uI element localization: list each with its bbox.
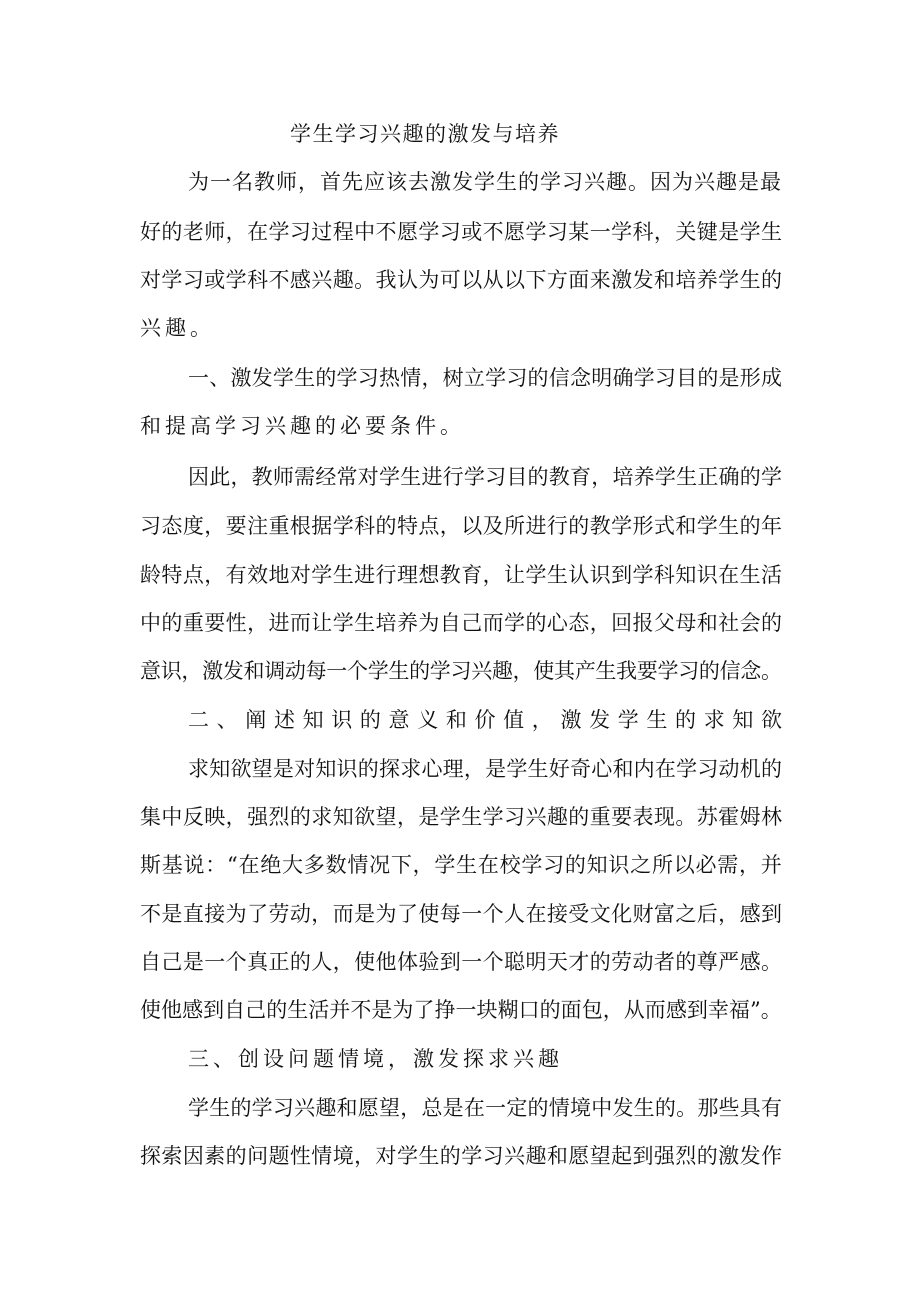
text-line: 习态度，要注重根据学科的特点，以及所进行的教学形式和学生的年 [140,514,783,538]
text-line: 为一名教师，首先应该去激发学生的学习兴趣。因为兴趣是最 [188,170,782,194]
text-line: 一、激发学生的学习热情，树立学习的信念明确学习目的是形成 [188,366,783,390]
text-line: 斯基说：“在绝大多数情况下，学生在校学习的知识之所以必需，并 [140,853,783,877]
text-line: 集中反映，强烈的求知欲望，是学生学习兴趣的重要表现。苏霍姆林 [140,805,783,829]
text-line: 自己是一个真正的人，使他体验到一个聪明天才的劳动者的尊严感。 [140,950,783,974]
text-line: 对学习或学科不感兴趣。我认为可以从以下方面来激发和培养学生的 [140,268,783,292]
text-line: 中的重要性，进而让学生培养为自己而学的心态，回报父母和社会的 [140,611,783,635]
text-line: 龄特点，有效地对学生进行理想教育，让学生认识到学科知识在生活 [140,563,783,587]
text-line: 三、创设问题情境，激发探求兴趣 [188,1047,563,1071]
text-line: 兴趣。 [140,316,215,340]
text-line: 因此，教师需经常对学生进行学习目的教育，培养学生正确的学 [188,465,783,489]
text-line: 学生的学习兴趣和愿望，总是在一定的情境中发生的。那些具有 [188,1096,783,1120]
text-line: 二、阐述知识的意义和价值，激发学生的求知欲 [188,708,790,732]
text-line: 探索因素的问题性情境，对学生的学习兴趣和愿望起到强烈的激发作 [140,1144,783,1168]
text-line: 和提高学习兴趣的必要条件。 [140,414,465,438]
text-line: 意识，激发和调动每一个学生的学习兴趣，使其产生我要学习的信念。 [140,659,782,683]
text-line: 不是直接为了劳动，而是为了使每一个人在接受文化财富之后，感到 [140,902,783,926]
text-line: 好的老师，在学习过程中不愿学习或不愿学习某一学科，关键是学生 [140,220,783,244]
text-line: 使他感到自己的生活并不是为了挣一块糊口的面包，从而感到幸福”。 [140,998,782,1022]
text-line: 求知欲望是对知识的探求心理，是学生好奇心和内在学习动机的 [188,757,783,781]
document-title: 学生学习兴趣的激发与培养 [290,122,560,146]
